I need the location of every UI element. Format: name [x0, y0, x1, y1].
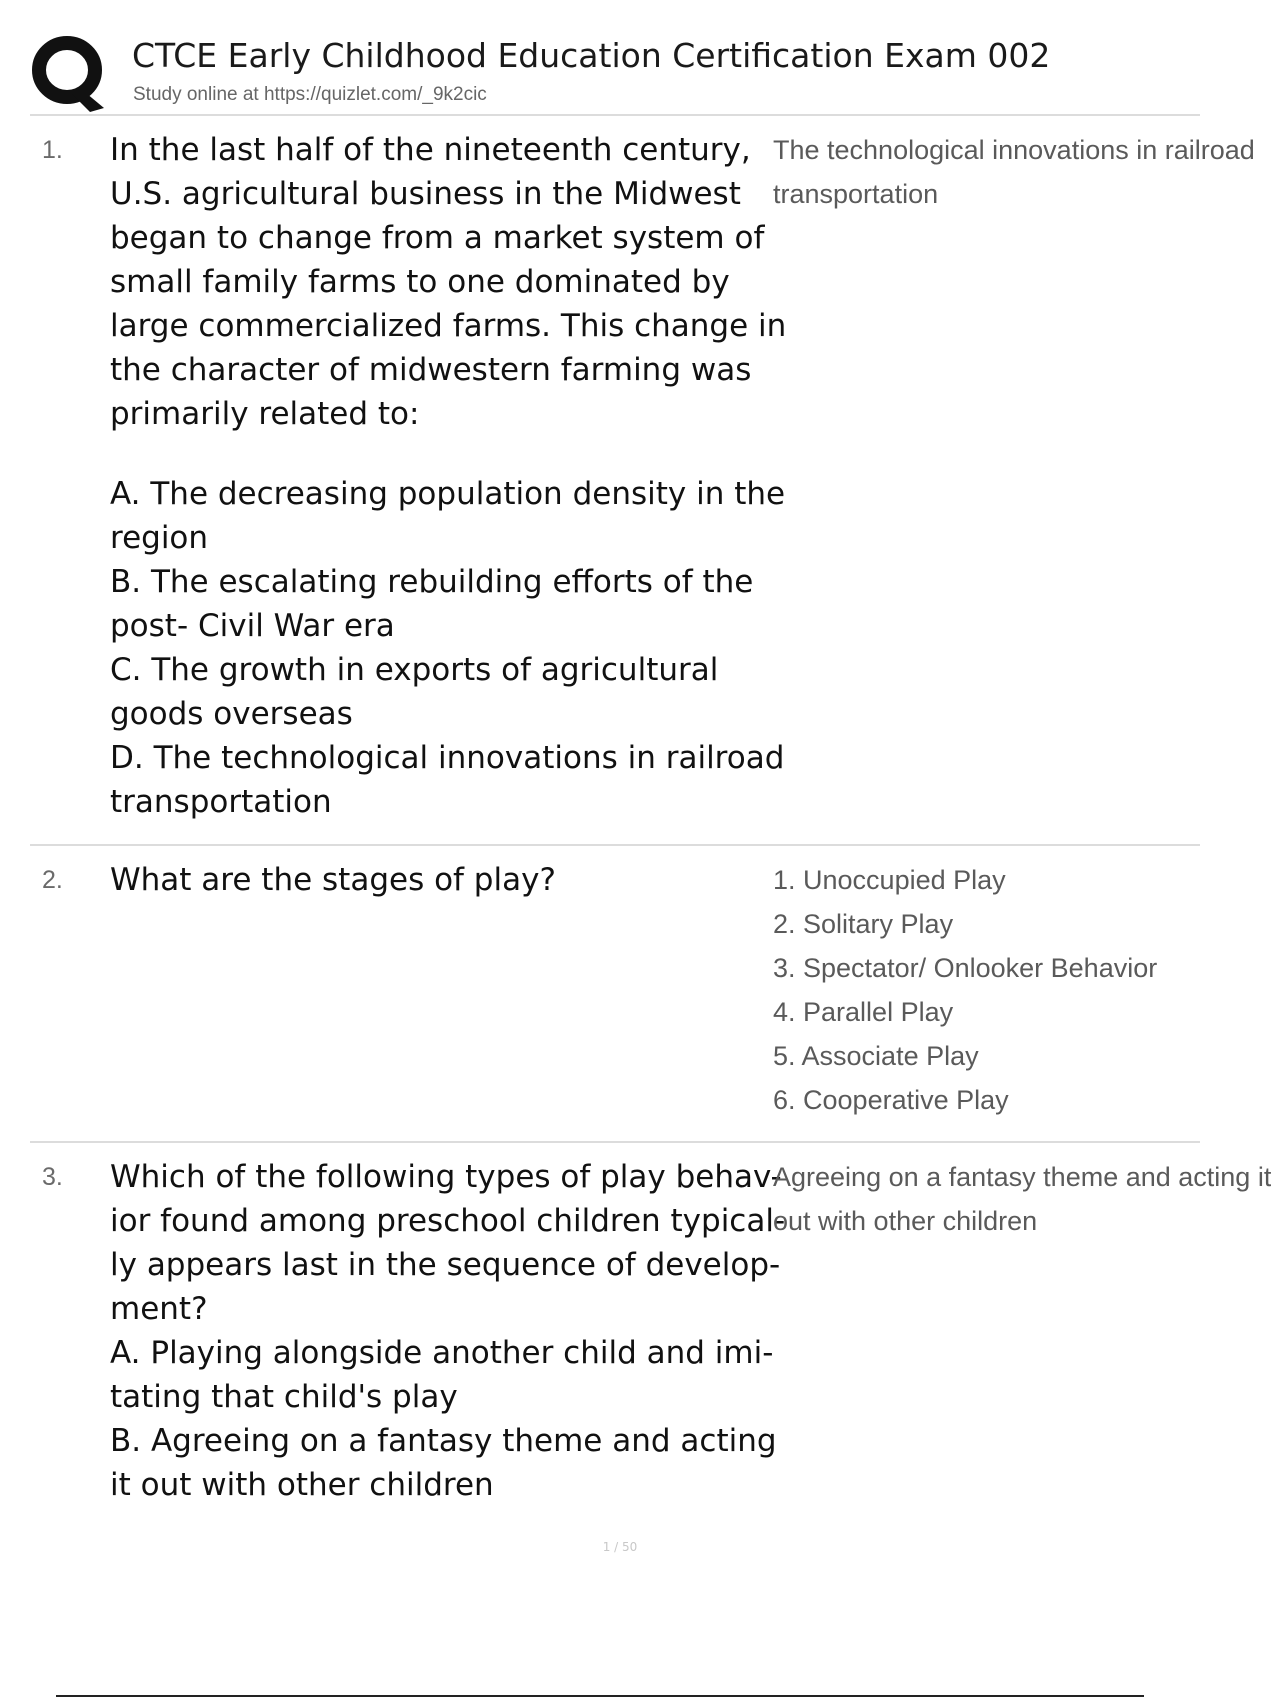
option-a: A. The decreasing population density in the region	[110, 476, 786, 556]
option-c: C. The growth in exports of agricultural goods overseas	[110, 652, 719, 732]
answer-line: 4. Parallel Play	[773, 997, 954, 1027]
card-number: 2.	[42, 866, 63, 894]
card-number: 3.	[42, 1163, 63, 1191]
question-text: What are the stages of play?	[110, 862, 556, 898]
card-answer	[773, 128, 1255, 216]
footer-divider	[56, 1695, 1144, 1697]
answer-line: transportation	[773, 179, 939, 209]
question-line: Which of the following types of play behav-	[110, 1159, 782, 1195]
flashcard-1	[30, 128, 1255, 846]
answer-line: Agreeing on a fantasy theme and acting it	[773, 1162, 1271, 1192]
card-number: 1.	[42, 136, 63, 164]
page-title: CTCE Early Childhood Education Certification Exam 002	[132, 36, 1051, 75]
flashcard-2	[30, 858, 1200, 1143]
page-number: 1 / 50	[602, 1540, 638, 1554]
option-b: B. The escalating rebuilding efforts of the post- Civil War era	[110, 564, 754, 644]
answer-line: The technological innovations in railroad	[773, 135, 1255, 165]
card-question	[110, 858, 800, 902]
question-line: ment?	[110, 1291, 208, 1327]
flashcard-3	[30, 1155, 1271, 1515]
answer-line: out with other children	[773, 1206, 1038, 1236]
question-line: ly appears last in the sequence of develop-	[110, 1247, 781, 1283]
option-d: D. The technological innovations in railroad transportation	[110, 740, 785, 820]
answer-line: 2. Solitary Play	[773, 909, 954, 939]
option-b: B. Agreeing on a fantasy theme and acting it out with other children	[110, 1423, 777, 1503]
card-answer	[773, 858, 1213, 1122]
quizlet-logo-icon	[30, 32, 110, 112]
answer-line: 6. Cooperative Play	[773, 1085, 1009, 1115]
answer-line: 1. Unoccupied Play	[773, 865, 1006, 895]
card-question	[110, 128, 800, 824]
study-link[interactable]: Study online at https://quizlet.com/_9k2cic	[133, 84, 487, 105]
answer-line: 3. Spectator/ Onlooker Behavior	[773, 953, 1158, 983]
question-text: In the last half of the nineteenth century, U.S. agricultural business in the Midwest began to change from a market system of small family farms to one dominated by large commercialized farms. This change in the character of midwestern farming was primarily related to:	[110, 132, 787, 432]
question-line: ior found among preschool children typical-	[110, 1203, 786, 1239]
page-header	[30, 28, 1200, 116]
card-question	[110, 1155, 800, 1507]
card-answer	[773, 1155, 1271, 1243]
answer-line: 5. Associate Play	[773, 1041, 979, 1071]
option-a: A. Playing alongside another child and imi- tating that child's play	[110, 1335, 774, 1415]
